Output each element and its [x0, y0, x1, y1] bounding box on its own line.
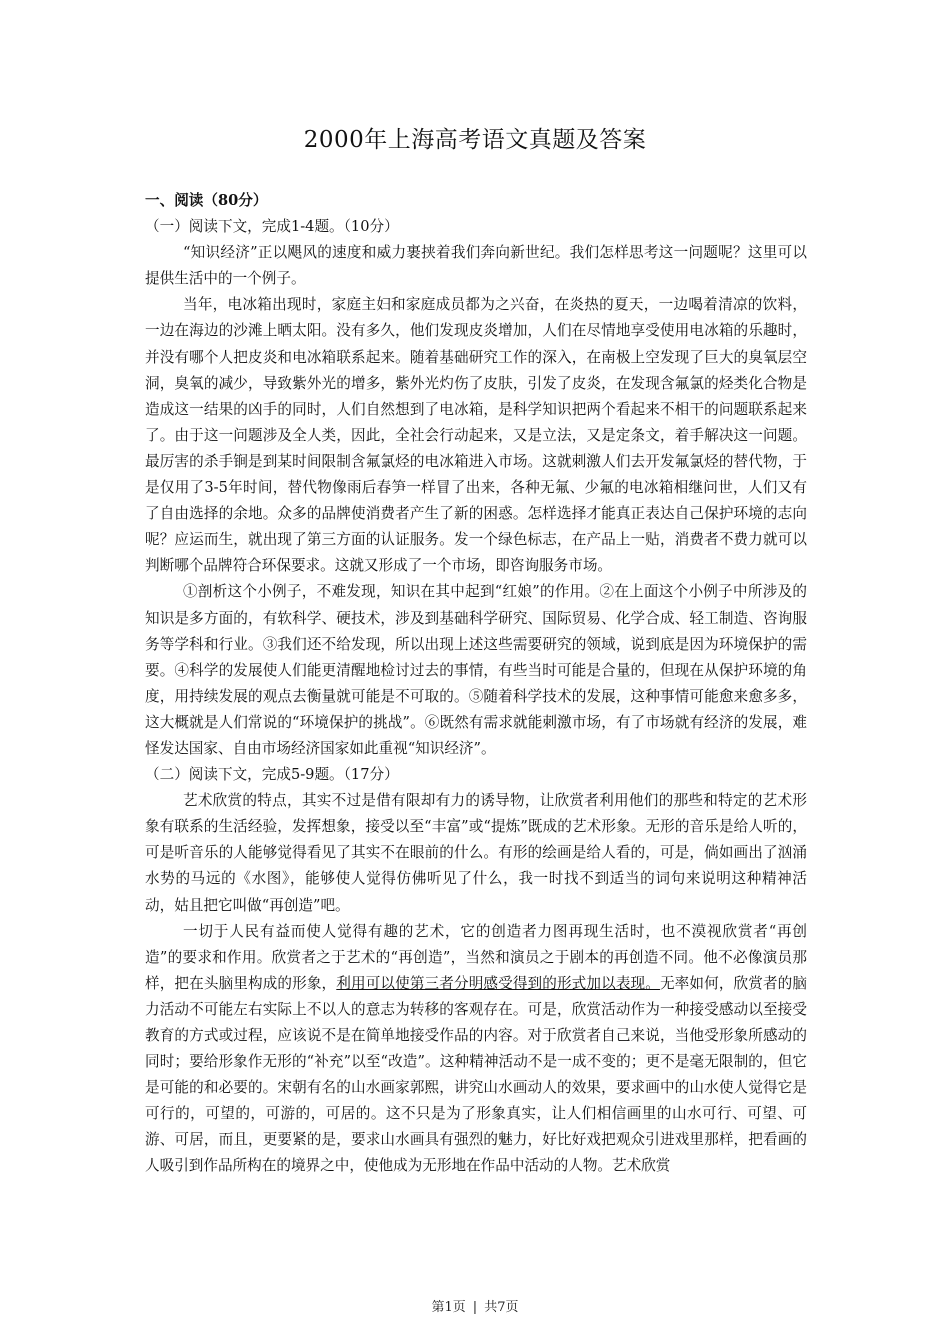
document-body	[145, 188, 807, 1180]
footer-separator: |	[472, 1300, 478, 1315]
page-number: 第1页	[431, 1300, 466, 1315]
underlined-sentence: 利用可以使第三者分明感受得到的形式加以表现。	[336, 974, 660, 992]
part2-paragraph-2-text-a: 一切于人民有益而使人觉得有趣的艺术，它的创造者力图再现生活时，也不漠视欣赏者“再创造”的要求和作用。欣赏者之于艺术的“再创造”，当然和演员之于剧本的再创造不同。他不必像演员那样，把在头脑里构成的形象，	[145, 922, 807, 992]
part1-heading: （一）阅读下文，完成1-4题。（10分）	[145, 218, 399, 236]
page-total: 共7页	[484, 1300, 519, 1315]
part2-heading: （二）阅读下文，完成5-9题。（17分）	[145, 766, 399, 784]
part2-paragraph-2-text-b: 无率如何，欣赏者的脑力活动不可能左右实际上不以人的意志为转移的客观存在。可是，欣赏活动作为一种接受感动以至接受教育的方式或过程，应该说不是在简单地接受作品的内容。对于欣赏者自己来说，当他受形象所感动的同时；要给形象作无形的“补充”以至“改造”。这种精神活动不是一成不变的；更不是毫无限制的，但它是可能的和必要的。宋朝有名的山水画家郭熙，讲究山水画动人的效果，要求画中的山水使人觉得它是可行的，可望的，可游的，可居的。这不只是为了形象真实，让人们相信画里的山水可行、可望、可游、可居，而且，更要紧的是，要求山水画具有强烈的魅力，好比好戏把观众引进戏里那样，把看画的人吸引到作品所构在的境界之中，使他成为无形地在作品中活动的人物。艺术欣赏	[145, 974, 807, 1175]
part1-paragraph-3: ①剖析这个小例子，不难发现，知识在其中起到“红娘”的作用。②在上面这个小例子中所涉及的知识是多方面的，有软科学、硬技术，涉及到基础科学研究、国际贸易、化学合成、轻工制造、咨询服务等学科和行业。③我们还不给发现，所以出现上述这些需要研究的领域，说到底是因为环境保护的需要。④科学的发展使人们能更清醒地检讨过去的事情，有些当时可能是合量的，但现在从保护环境的角度，用持续发展的观点去衡量就可能是不可取的。⑤随着科学技术的发展，这种事情可能愈来愈多多，这大概就是人们常说的“环境保护的挑战”。⑥既然有需求就能刺激市场，有了市场就有经济的发展，难怪发达国家、自由市场经济国家如此重视“知识经济”。	[145, 583, 807, 757]
part2-paragraph-2	[145, 919, 807, 1180]
section-heading-reading: 一、阅读（80分）	[145, 192, 268, 209]
part1-paragraph-1: “知识经济”正以飓风的速度和威力裹挟着我们奔向新世纪。我们怎样思考这一问题呢？这里可以提供生活中的一个例子。	[145, 244, 807, 288]
part1-paragraph-2: 当年，电冰箱出现时，家庭主妇和家庭成员都为之兴奋，在炎热的夏天，一边喝着清凉的饮料，一边在海边的沙滩上晒太阳。没有多久，他们发现皮炎增加，人们在尽情地享受使用电冰箱的乐趣时，并没有哪个人把皮炎和电冰箱联系起来。随着基础研究工作的深入，在南极上空发现了巨大的臭氧层空洞，臭氧的减少，导致紫外光的增多，紫外光灼伤了皮肤，引发了皮炎，在发现含氟氯的烃类化合物是造成这一结果的凶手的同时，人们自然想到了电冰箱，是科学知识把两个看起来不相干的问题联系起来了。由于这一问题涉及全人类，因此，全社会行动起来，又是立法，又是定条文，着手解决这一问题。最厉害的杀手锏是到某时间限制含氟氯烃的电冰箱进入市场。这就刺激人们去开发氟氯烃的替代物，于是仅用了3-5年时间，替代物像雨后春笋一样冒了出来，各种无氟、少氟的电冰箱相继问世，人们又有了自由选择的余地。众多的品牌使消费者产生了新的困惑。怎样选择才能真正表达自己保护环境的志向呢？应运而生，就出现了第三方面的认证服务。发一个绿色标志，在产品上一贴，消费者不费力就可以判断哪个品牌符合环保要求。这就又形成了一个市场，即咨询服务市场。	[145, 296, 807, 575]
document-title: 2000年上海高考语文真题及答案	[303, 127, 647, 153]
part2-paragraph-1: 艺术欣赏的特点，其实不过是借有限却有力的诱导物，让欣赏者利用他们的那些和特定的艺术形象有联系的生活经验，发挥想象，接受以至“丰富”或“提炼”既成的艺术形象。无形的音乐是给人听的，可是听音乐的人能够觉得看见了其实不在眼前的什么。有形的绘画是给人看的，可是，倘如画出了汹涌水势的马远的《水图》，能够使人觉得仿佛听见了什么，我一时找不到适当的词句来说明这种精神活动，姑且把它叫做“再创造”吧。	[145, 792, 807, 914]
page-footer	[0, 1299, 950, 1317]
